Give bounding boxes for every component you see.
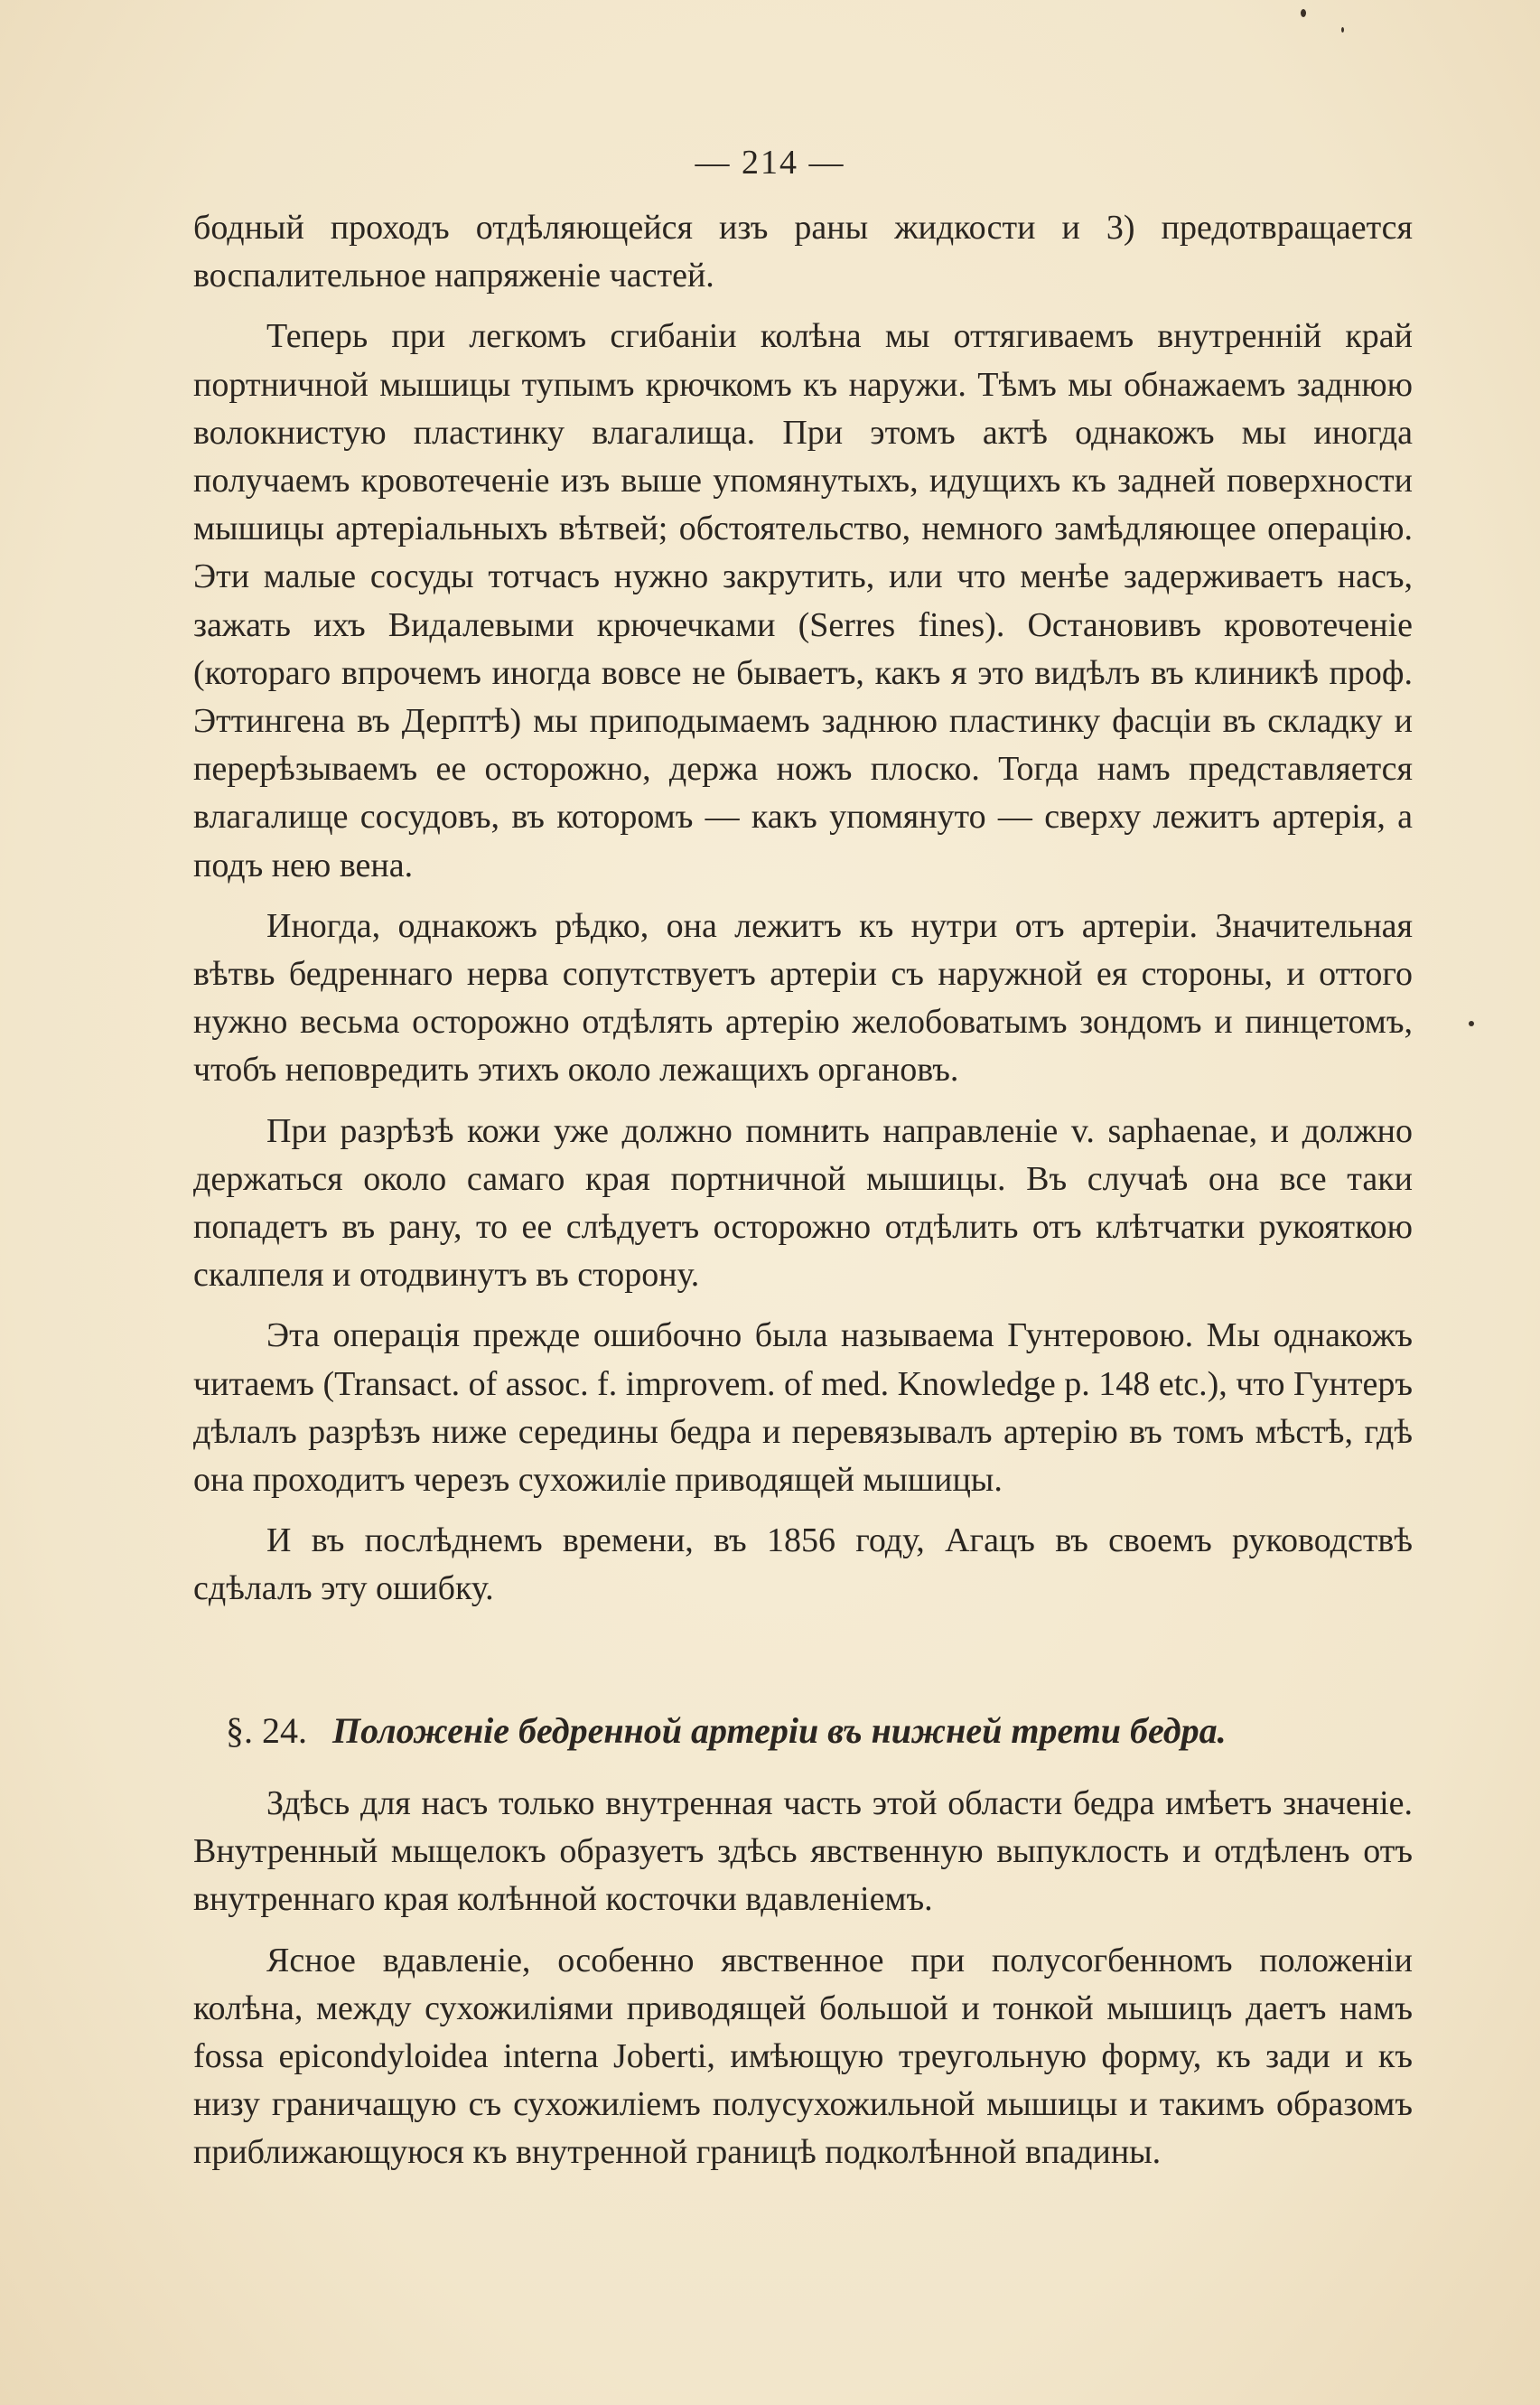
paragraph: И въ послѣднемъ времени, въ 1856 году, Агацъ въ своемъ руководствѣ сдѣлалъ эту ошибку. <box>193 1521 1413 1608</box>
paragraph: Ясное вдавленіе, особенно явственное при полусогбенномъ положеніи колѣна, между сухожиліями приводящей большой и тонкой мышицъ даетъ намъ fossa epicondyloidea interna Joberti, имѣющую треугольную форму, къ зади и къ низу граничащую съ сухожиліемъ полусухожильной мышицы и такимъ образомъ приближающуюся къ внутренной границѣ подколѣнной впадины. <box>193 1941 1413 2172</box>
paragraph: При разрѣзѣ кожи уже должно помнить направленіе v. saphaenae, и должно держаться около самаго края портничной мышицы. Въ случаѣ она все таки попадетъ въ рану, то ее слѣдуетъ осторожно отдѣлить отъ клѣтчатки рукояткою скалпеля и отодвинутъ въ сторону. <box>193 1111 1413 1295</box>
section-body-text <box>193 1780 1413 2177</box>
section-number: §. 24. <box>226 1710 307 1751</box>
page-number: — 214 — <box>695 144 845 182</box>
body-text <box>193 204 1413 1614</box>
paragraph: Теперь при легкомъ сгибаніи колѣна мы оттягиваемъ внутренній край портничной мышицы тупымъ крючкомъ къ наружи. Тѣмъ мы обнажаемъ заднюю волокнистую пластинку влагалища. При этомъ актѣ однакожъ мы иногда получаемъ кровотеченіе изъ выше упомянутыхъ, идущихъ къ задней поверхности мышицы артеріальныхъ вѣтвей; обстоятельство, немного замѣдляющее операцію. Эти малые сосуды тотчасъ нужно закрутить, или что менѣе задерживаетъ насъ, зажать ихъ Видалевыми крючечками (Serres fines). Остановивъ кровотеченіе (котораго впрочемъ иногда вовсе не бываетъ, какъ я это видѣлъ въ клиникѣ проф. Эттингена въ Дерптѣ) мы приподымаемъ заднюю пластинку фасціи въ складку и перерѣзываемъ ее осторожно, держа ножъ плоско. Тогда намъ представляется влагалище сосудовъ, въ которомъ — какъ упомянуто — сверху лежитъ артерія, а подъ нею вена. <box>193 317 1413 884</box>
ink-speck <box>1301 9 1306 17</box>
paragraph: Иногда, однакожъ рѣдко, она лежитъ къ нутри отъ артеріи. Значительная вѣтвь бедреннаго нерва сопутствуетъ артеріи съ наружной ея стороны, и оттого нужно весьма осторожно отдѣлять артерію желобоватымъ зондомъ и пинцетомъ, чтобъ неповредить этихъ около лежащихъ органовъ. <box>193 906 1413 1090</box>
section-heading <box>226 1706 1409 1756</box>
ink-speck <box>1469 1021 1474 1026</box>
ink-speck <box>1341 27 1344 33</box>
section-title: Положеніе бедренной артеріи въ нижней трети бедра. <box>332 1710 1227 1751</box>
paragraph: Эта операція прежде ошибочно была называема Гунтеровою. Мы однакожъ читаемъ (Transact. of assoc. f. improvem. of med. Knowledge p. 148 etc.), что Гунтеръ дѣлалъ разрѣзъ ниже середины бедра и перевязывалъ артерію въ томъ мѣстѣ, гдѣ она проходитъ черезъ сухожиліе приводящей мышицы. <box>193 1316 1413 1500</box>
paragraph-continuation: бодный проходъ отдѣляющейся изъ раны жидкости и 3) предотвращается воспалительное напряженіе частей. <box>193 209 1413 295</box>
paragraph: Здѣсь для насъ только внутренная часть этой области бедра имѣетъ значеніе. Внутренный мыщелокъ образуетъ здѣсь явственную выпуклость и отдѣленъ отъ внутреннаго края колѣнной косточки вдавленіемъ. <box>193 1784 1413 1919</box>
